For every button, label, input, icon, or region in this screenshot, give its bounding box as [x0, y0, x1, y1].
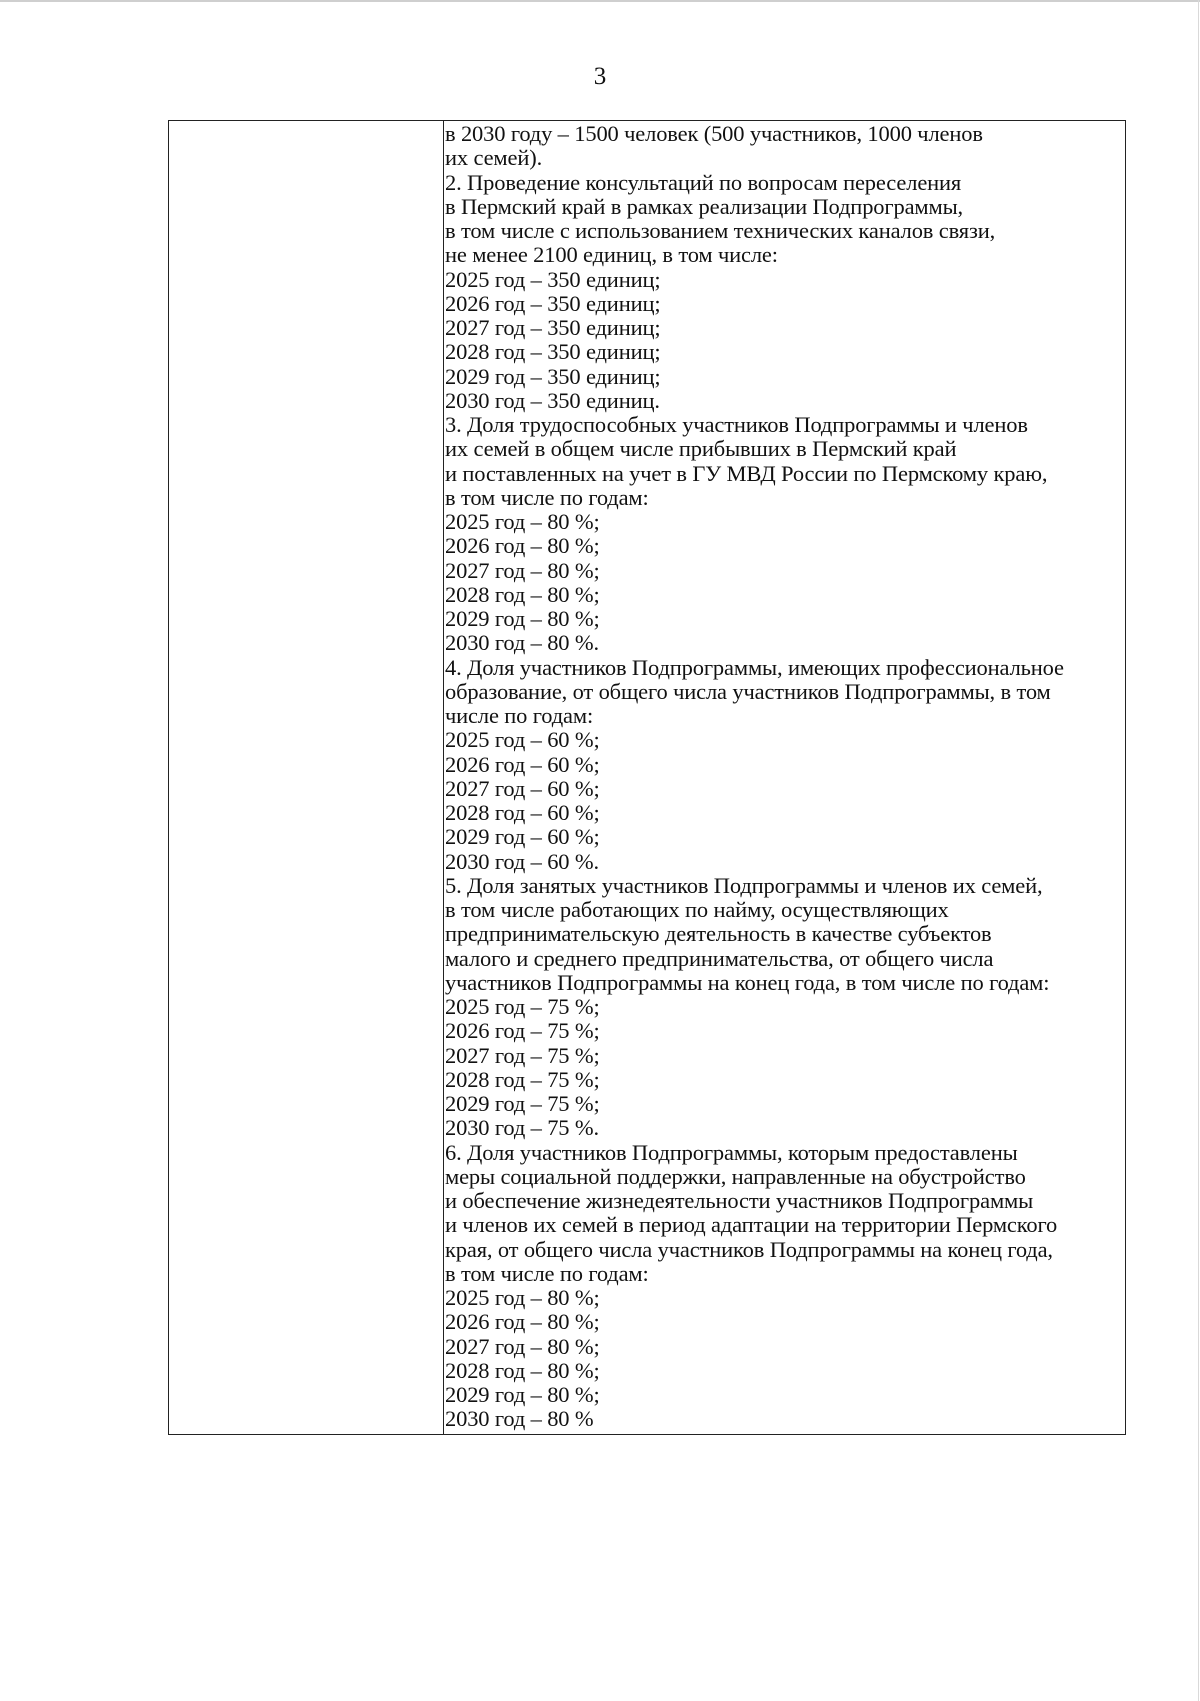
text-line: 2027 год – 80 %;: [445, 1333, 600, 1359]
table-left-cell: [169, 121, 444, 1435]
text-line: 2025 год – 75 %;: [445, 994, 600, 1019]
text-line: меры социальной поддержки, направленные на обустройство: [445, 1163, 1026, 1189]
text-line: 4. Доля участников Подпрограммы, имеющих профессиональное: [445, 654, 1064, 680]
text-line: предпринимательскую деятельность в качестве субъектов: [445, 921, 992, 947]
text-line: в том числе по годам:: [445, 484, 649, 510]
text-line: в том числе по годам:: [445, 1260, 649, 1286]
text-line: 2025 год – 80 %;: [445, 509, 600, 534]
table-right-cell: [444, 121, 1126, 1435]
text-line: 2029 год – 80 %;: [445, 606, 600, 631]
text-line: 5. Доля занятых участников Подпрограммы и членов их семей,: [445, 872, 1043, 898]
text-line: 2030 год – 80 %: [445, 1406, 594, 1432]
text-line: 2027 год – 75 %;: [445, 1042, 600, 1068]
text-line: 2028 год – 80 %;: [445, 1357, 600, 1383]
text-line: малого и среднего предпринимательства, от общего числа: [445, 945, 994, 971]
text-line: 2029 год – 60 %;: [445, 824, 600, 850]
page-edge-top: [0, 0, 1200, 2]
text-line: 2028 год – 350 единиц;: [445, 339, 661, 365]
text-line: и членов их семей в период адаптации на территории Пермского: [445, 1212, 1058, 1238]
text-line: 2030 год – 350 единиц.: [445, 387, 660, 413]
text-line: 2027 год – 350 единиц;: [445, 315, 661, 340]
text-line: 2030 год – 75 %.: [445, 1115, 599, 1141]
page-number: 3: [593, 63, 607, 90]
text-line: участников Подпрограммы на конец года, в том числе по годам:: [445, 969, 1050, 995]
text-line: 2025 год – 350 единиц;: [445, 266, 661, 292]
text-line: и поставленных на учет в ГУ МВД России по Пермскому краю,: [445, 460, 1048, 486]
indicator-lines: [445, 122, 1125, 1432]
text-line: 3. Доля трудоспособных участников Подпрограммы и членов: [445, 412, 1028, 437]
text-line: 2026 год – 75 %;: [445, 1018, 600, 1044]
content-table: [168, 120, 1126, 1435]
text-line: края, от общего числа участников Подпрограммы на конец года,: [445, 1236, 1053, 1262]
text-line: 2030 год – 60 %.: [445, 848, 599, 874]
text-line: 2027 год – 60 %;: [445, 775, 600, 801]
text-line: и обеспечение жизнедеятельности участников Подпрограммы: [445, 1188, 1034, 1213]
text-line: 2030 год – 80 %.: [445, 630, 599, 656]
text-line: образование, от общего числа участников Подпрограммы, в том: [445, 678, 1051, 704]
text-line: в Пермский край в рамках реализации Подпрограммы,: [445, 193, 964, 219]
text-line: в том числе с использованием технических каналов связи,: [445, 218, 996, 243]
text-line: 2028 год – 80 %;: [445, 581, 600, 607]
text-line: в том числе работающих по найму, осуществляющих: [445, 897, 949, 922]
text-line: 2025 год – 60 %;: [445, 727, 600, 753]
text-line: в 2030 году – 1500 человек (500 участников, 1000 членов: [445, 121, 983, 146]
table-row: [169, 121, 1126, 1435]
text-line: 2026 год – 60 %;: [445, 751, 600, 777]
text-line: не менее 2100 единиц, в том числе:: [445, 242, 778, 268]
text-line: 2027 год – 80 %;: [445, 557, 600, 583]
text-line: 2026 год – 80 %;: [445, 1309, 600, 1335]
text-line: 2029 год – 80 %;: [445, 1382, 600, 1407]
text-line: 2028 год – 75 %;: [445, 1066, 600, 1092]
text-line: 2025 год – 80 %;: [445, 1285, 600, 1310]
text-line: числе по годам:: [445, 703, 594, 728]
text-line: 2026 год – 350 единиц;: [445, 290, 661, 316]
page-edge-right: [1198, 0, 1199, 1701]
text-line: их семей).: [445, 145, 543, 171]
text-line: 2026 год – 80 %;: [445, 533, 600, 559]
text-line: 2. Проведение консультаций по вопросам переселения: [445, 169, 962, 195]
text-line: 2028 год – 60 %;: [445, 800, 600, 825]
text-line: 2029 год – 350 единиц;: [445, 363, 661, 389]
text-line: 6. Доля участников Подпрограммы, которым предоставлены: [445, 1139, 1018, 1165]
text-line: их семей в общем числе прибывших в Пермский край: [445, 436, 957, 462]
text-line: 2029 год – 75 %;: [445, 1091, 600, 1116]
